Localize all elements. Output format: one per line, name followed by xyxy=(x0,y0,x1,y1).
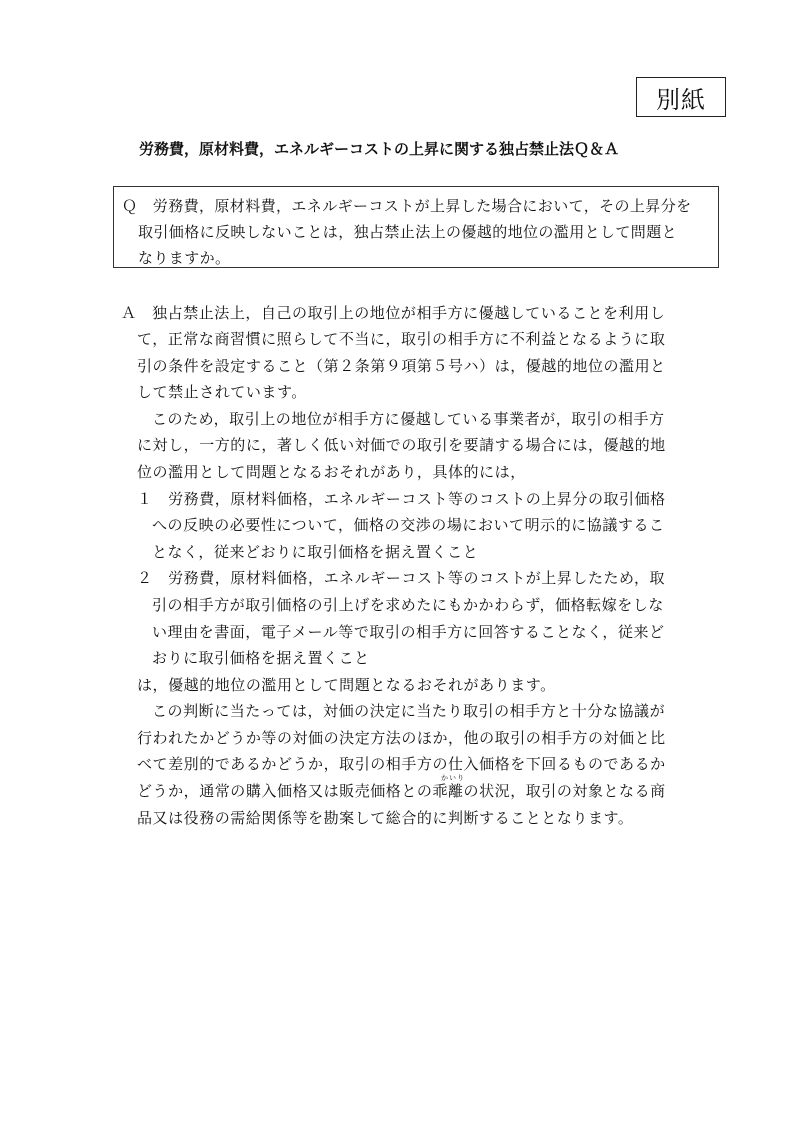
question-line: Ｑ 労務費，原材料費，エネルギーコストが上昇した場合において，その上昇分を xyxy=(122,197,692,215)
answer-line: 位の濫用として問題となるおそれがあり，具体的には， xyxy=(137,463,526,481)
answer-line: このため，取引上の地位が相手方に優越している事業者が，取引の相手方 xyxy=(152,410,665,428)
answer-line: この判断に当たっては，対価の決定に当たり取引の相手方と十分な協議が xyxy=(152,702,666,720)
answer-list-item-2-cont: い理由を書面，電子メール等で取引の相手方に回答することなく，従来ど xyxy=(152,623,665,641)
answer-line: べて差別的であるかどうか，取引の相手方の仕入価格を下回るものであるか xyxy=(137,755,666,773)
answer-line: どうか，通常の購入価格又は販売価格との乖離の状況，取引の対象となる商 xyxy=(137,782,666,800)
answer-line: 引の条件を設定すること（第２条第９項第５号ハ）は，優越的地位の濫用と xyxy=(137,357,666,375)
answer-line: て，正常な商習慣に照らして不当に，取引の相手方に不利益となるように取 xyxy=(137,330,666,348)
answer-line: 品又は役務の需給関係等を勘案して総合的に判断することとなります。 xyxy=(137,809,634,827)
question-line: 取引価格に反映しないことは，独占禁止法上の優越的地位の濫用として問題と xyxy=(138,223,678,241)
answer-list-item-2: ２ 労務費，原材料価格，エネルギーコスト等のコストが上昇したため，取 xyxy=(137,569,666,587)
attachment-stamp: 別紙 xyxy=(636,77,726,117)
answer-list-item-1-cont: となく，従来どおりに取引価格を据え置くこと xyxy=(152,543,479,561)
answer-list-item-2-cont: おりに取引価格を据え置くこと xyxy=(152,649,370,667)
answer-line: 行われたかどうか等の対価の決定方法のほか，他の取引の相手方の対価と比 xyxy=(137,729,666,747)
answer-list-item-2-cont: 引の相手方が取引価格の引上げを求めたにもかかわらず，価格転嫁をしな xyxy=(152,596,664,614)
answer-line: は，優越的地位の濫用として問題となるおそれがあります。 xyxy=(137,676,556,694)
answer-line: に対し，一方的に，著しく低い対価での取引を要請する場合には，優越的地 xyxy=(137,436,666,454)
answer-line: Ａ 独占禁止法上，自己の取引上の地位が相手方に優越していることを利用し xyxy=(121,304,666,322)
question-line: なりますか。 xyxy=(138,249,231,267)
answer-line: して禁止されています。 xyxy=(137,383,307,401)
ruby-annotation: かいり xyxy=(441,774,465,782)
answer-list-item-1-cont: への反映の必要性について，価格の交渉の場において明示的に協議するこ xyxy=(152,516,665,534)
answer-list-item-1: １ 労務費，原材料価格，エネルギーコスト等のコストの上昇分の取引価格 xyxy=(137,490,666,508)
document-title: 労務費，原材料費，エネルギーコストの上昇に関する独占禁止法Ｑ＆Ａ xyxy=(139,140,620,158)
